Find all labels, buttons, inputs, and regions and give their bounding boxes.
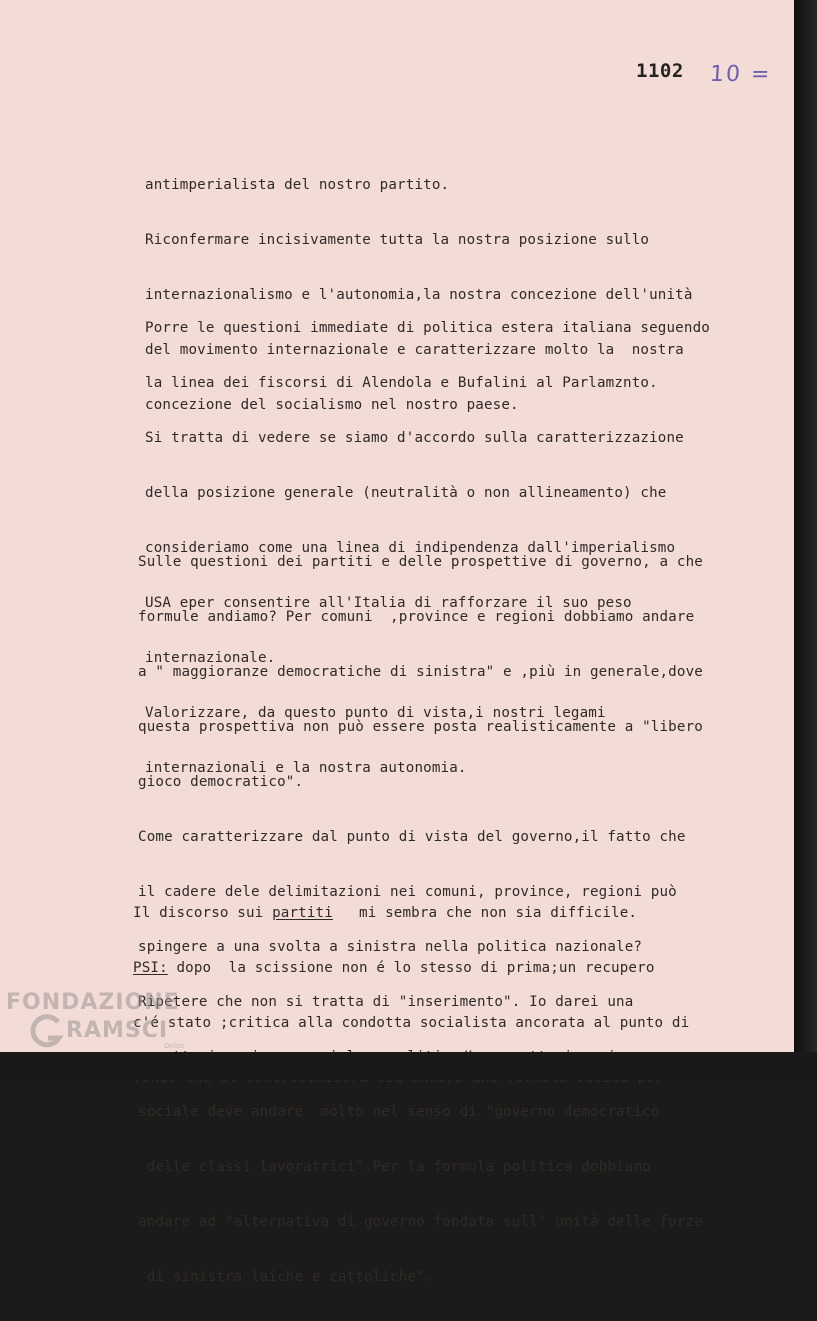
handwritten-page-annotation: 10 = [709, 62, 773, 87]
paragraph-parties-psi [133, 870, 689, 1122]
text-line: internazionalismo e l'autonomia,la nostra concezione dell'unità [145, 287, 693, 303]
underlined-word-psi: PSI: [133, 960, 168, 976]
scan-edge-right [794, 0, 817, 1080]
text-line: a " maggioranze democratiche di sinistra" e ,più in generale,dove [138, 664, 703, 680]
text-line: Sulle questioni dei partiti e delle prospettive di governo, a che [138, 554, 703, 570]
watermark-small-text: Onlus [164, 1042, 184, 1050]
text-line: internazionali e la nostra autonomia. [145, 760, 467, 776]
text-line: formule andiamo? Per comuni ,province e regioni dobbiamo andare [138, 609, 695, 625]
text-segment: dopo la scissione non é lo stesso di prima;un recupero [167, 960, 655, 976]
text-segment: Il discorso sui [133, 905, 273, 921]
text-line: USA eper consentire all'Italia di rafforzare il suo peso [145, 595, 632, 611]
text-line: gioco democratico". [138, 774, 304, 790]
text-line: Come caratterizzare dal punto di vista del governo,il fatto che [138, 829, 686, 845]
text-line: sociale deve andare molto nel senso di "governo democratico [138, 1104, 660, 1120]
text-line: consideriamo come una linea di indipendenza dall'imperialismo [145, 540, 676, 556]
text-line: delle classi lavoratrici".Per la formula politica dobbiamo [138, 1159, 651, 1175]
scan-edge-bottom [0, 1052, 817, 1080]
text-line: Valorizzare, da questo punto di vista,i nostri legami [145, 705, 606, 721]
text-line [133, 902, 689, 925]
text-line: del movimento internazionale e caratterizzare molto la nostra [145, 342, 684, 358]
underlined-word-partiti: partiti [272, 905, 333, 921]
text-line: questa prospettiva non può essere posta realisticamente a "libero [138, 719, 703, 735]
page-number: 1102 [636, 60, 684, 82]
text-line: Si tratta di vedere se siamo d'accordo sulla caratterizzazione [145, 430, 684, 446]
text-line: della posizione generale (neutralità o non allineamento) che [145, 485, 667, 501]
text-line [133, 957, 689, 980]
text-segment: mi sembra che non sia difficile. [332, 905, 638, 921]
text-line: Ripetere che non si tratta di "inserimento". Io darei una [138, 994, 634, 1010]
text-line: il cadere dele delimitazioni nei comuni, province, regioni può [138, 884, 677, 900]
text-line: c'é stato ;critica alla condotta socialista ancorata al punto di [133, 1015, 690, 1031]
text-line: antimperialista del nostro partito. [145, 177, 450, 193]
text-line: spingere a una svolta a sinistra nella politica nazionale? [138, 939, 643, 955]
watermark-line-2: RAMSCI [66, 1018, 169, 1043]
text-line: Porre le questioni immediate di politica estera italiana seguendo [145, 320, 710, 336]
text-line: Riconfermare incisivamente tutta la nostra posizione sullo [145, 232, 650, 248]
gramsci-g-logo-icon [28, 1014, 64, 1050]
text-line: andare ad "alternativa di governo fondata sull' unità delle forze [138, 1214, 703, 1230]
text-line: la linea dei fiscorsi di Alendola e Bufalini al Parlamznto. [145, 375, 658, 391]
text-line: di sinistra laiche e cattoliche". [138, 1269, 434, 1285]
watermark-line-1: FONDAZIONE [6, 990, 180, 1015]
fondazione-gramsci-watermark [6, 990, 206, 1050]
text-line: internazionale. [145, 650, 276, 666]
text-line: concezione del socialismo nel nostro paese. [145, 397, 519, 413]
